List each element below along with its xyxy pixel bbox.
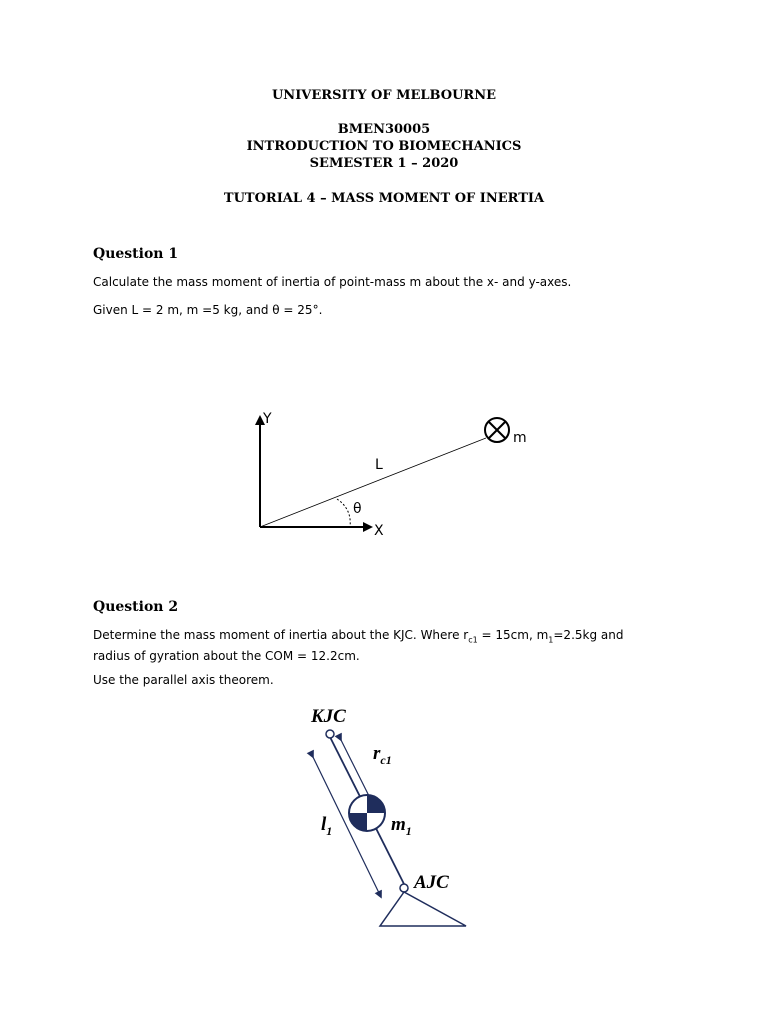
angle-arc — [337, 499, 350, 527]
m1-label: $m_1$ — [391, 814, 412, 838]
point-mass-icon — [485, 418, 509, 442]
tutorial-title: TUTORIAL 4 – MASS MOMENT OF INERTIA — [223, 191, 545, 206]
university-title: UNIVERSITY OF MELBOURNE — [271, 88, 497, 103]
question-1-text: Calculate the mass moment of inertia of point-mass m about the x- and y-axes. — [93, 275, 572, 289]
l1-label: $l_1$ — [321, 814, 333, 838]
kjc-label: KJC — [311, 706, 346, 727]
y-axis-label: Y — [263, 411, 272, 427]
length-line — [260, 438, 486, 527]
question-1-given: Given L = 2 m, m =5 kg, and θ = 25°. — [93, 303, 323, 317]
question-2-diagram — [310, 706, 466, 926]
course-name: INTRODUCTION TO BIOMECHANICS — [246, 139, 522, 154]
ajc-joint — [400, 884, 408, 892]
question-2-instruction: Use the parallel axis theorem. — [93, 673, 274, 687]
question-1-title: Question 1 — [93, 246, 179, 262]
course-code: BMEN30005 — [337, 122, 431, 137]
kjc-joint — [326, 730, 334, 738]
center-of-mass-icon — [349, 795, 385, 831]
rc1-label: $r_{c1}$ — [373, 743, 392, 767]
x-axis-label: X — [374, 523, 384, 539]
mass-label: m — [513, 430, 527, 446]
foot-triangle — [380, 892, 466, 926]
semester: SEMESTER 1 – 2020 — [309, 156, 459, 171]
ajc-label: AJC — [414, 872, 449, 893]
question-2-text: Determine the mass moment of inertia about the KJC. Where $r_{c1} = 15cm$, $m_1=2.5kg$ and radius of gyration about the COM = 12.2cm. — [93, 628, 624, 664]
question-2-title: Question 2 — [93, 599, 179, 615]
length-label: L — [375, 457, 383, 473]
angle-label: θ — [353, 501, 362, 517]
